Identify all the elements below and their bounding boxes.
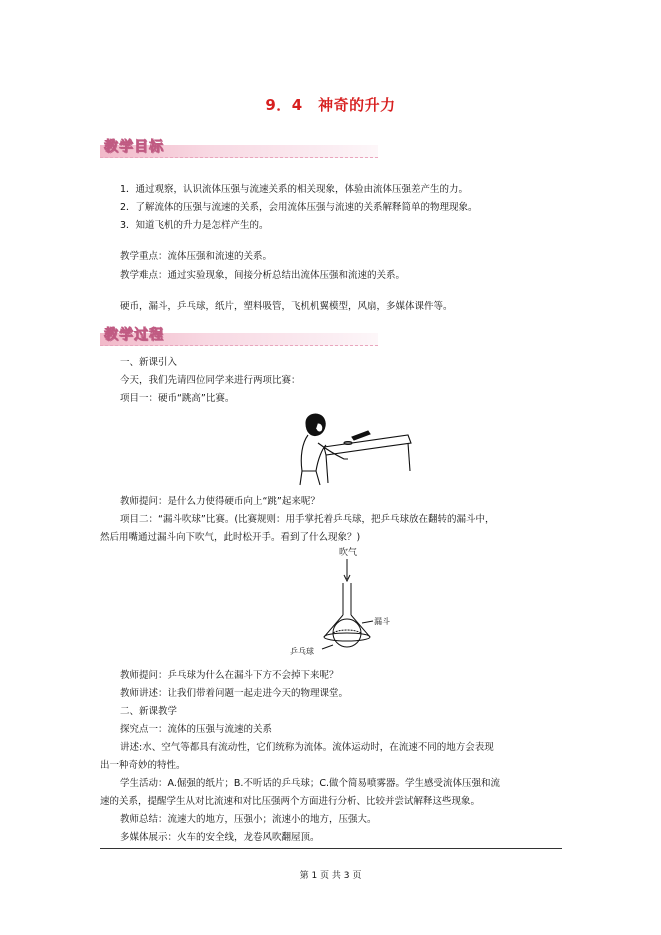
objective-1: 1．通过观察，认识流体压强与流速关系的相关现象，体验由流体压强差产生的力。 <box>120 184 469 195</box>
explanation-line-1: 讲述:水、空气等都具有流动性，它们统称为流体。流体运动时，在流速不同的地方会表现 <box>120 742 494 753</box>
teacher-question-2: 教师提问：乒乓球为什么在漏斗下方不会掉下来呢？ <box>120 670 339 681</box>
new-lesson-heading: 二、新课教学 <box>120 706 178 717</box>
key-point: 教学重点：流体压强和流速的关系。 <box>120 251 273 262</box>
explanation-line-2: 出一种奇妙的特性。 <box>100 760 186 771</box>
explore-point-1: 探究点一：流体的压强与流速的关系 <box>120 724 273 735</box>
blow-label: 吹气 <box>339 548 358 558</box>
page-title: 9．4 神奇的升力 <box>265 96 396 114</box>
objectives-banner <box>100 136 378 160</box>
project-2-line-1: 项目二：“漏斗吹球”比赛。(比赛规则：用手掌托着乒乓球，把乒乓球放在翻转的漏斗中， <box>120 514 495 525</box>
intro-text: 今天，我们先请四位同学来进行两项比赛： <box>120 375 301 386</box>
funnel-ball-illustration <box>288 545 408 660</box>
project-2-line-2: 然后用嘴通过漏斗向下吹气，此时松开手。看到了什么现象？) <box>100 532 361 543</box>
teacher-question-1: 教师提问：是什么力使得硬币向上“跳”起来呢？ <box>120 496 320 507</box>
process-banner <box>100 324 378 348</box>
page-number: 第 1 页 共 3 页 <box>299 871 362 881</box>
project-1: 项目一：硬币“跳高”比赛。 <box>120 393 235 404</box>
multimedia-display: 多媒体展示：火车的安全线，龙卷风吹翻屋顶。 <box>120 832 320 843</box>
ball-label: 乒乓球 <box>290 647 314 656</box>
objective-2: 2．了解流体的压强与流速的关系，会用流体压强与流速的关系解释简单的物理现象。 <box>120 202 478 213</box>
teacher-narration: 教师讲述：让我们带着问题一起走进今天的物理课堂。 <box>120 688 349 699</box>
process-label: 教学过程 <box>104 327 164 343</box>
coin-jump-illustration <box>296 409 416 487</box>
difficult-point: 教学难点：通过实验现象，间接分析总结出流体压强和流速的关系。 <box>120 270 406 281</box>
student-activity-line-1: 学生活动：A.倔强的纸片；B.不听话的乒乓球；C.做个简易喷雾器。学生感受流体压强和流 <box>120 778 501 789</box>
intro-heading: 一、新课引入 <box>120 357 178 368</box>
materials: 硬币，漏斗，乒乓球，纸片，塑料吸管，飞机机翼模型，风扇，多媒体课件等。 <box>120 301 453 312</box>
student-activity-line-2: 速的关系，提醒学生从对比流速和对比压强两个方面进行分析、比较并尝试解释这些现象。 <box>100 796 481 807</box>
objectives-label: 教学目标 <box>104 139 164 155</box>
footer-divider <box>100 848 562 849</box>
objective-3: 3．知道飞机的升力是怎样产生的。 <box>120 220 269 231</box>
teacher-summary: 教师总结：流速大的地方，压强小；流速小的地方，压强大。 <box>120 814 377 825</box>
funnel-label: 漏斗 <box>374 617 390 626</box>
